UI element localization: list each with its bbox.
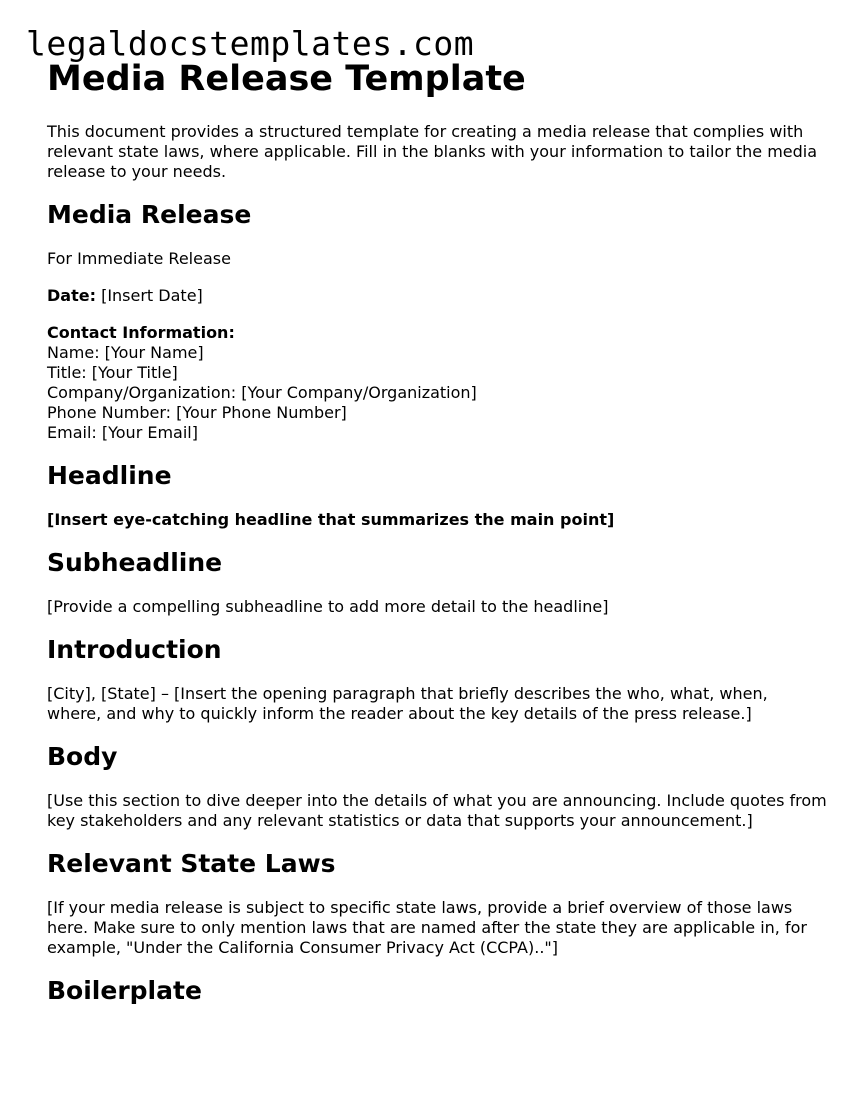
contact-label: Contact Information: <box>47 323 235 342</box>
date-line <box>47 286 827 306</box>
subheadline-heading: Subheadline <box>47 548 223 577</box>
date-value: [Insert Date] <box>95 286 203 305</box>
subheadline-text: [Provide a compelling subheadline to add more detail to the headline] <box>47 597 609 616</box>
media-release-heading: Media Release <box>47 200 252 229</box>
date-label: Date: <box>47 286 96 305</box>
introduction-text: [City], [State] – [Insert the opening paragraph that briefly describes the who, what, when, where, and why to quickly inform the reader about the key details of the press release.] <box>47 684 768 723</box>
contact-email: Email: [Your Email] <box>47 423 198 442</box>
contact-block <box>47 323 827 443</box>
release-line: For Immediate Release <box>47 249 231 268</box>
body-heading: Body <box>47 742 118 771</box>
intro-paragraph: This document provides a structured template for creating a media release that complies with relevant state laws, where applicable. Fill in the blanks with your information to tailor the media release to your needs. <box>47 122 818 181</box>
boilerplate-heading: Boilerplate <box>47 976 202 1005</box>
introduction-heading: Introduction <box>47 635 222 664</box>
contact-title: Title: [Your Title] <box>47 363 178 382</box>
site-watermark: legaldocstemplates.com <box>26 24 475 63</box>
state-laws-text: [If your media release is subject to specific state laws, provide a brief overview of those laws here. Make sure to only mention laws that are named after the state they are applicable in, for example, "Under the California Consumer Privacy Act (CCPA).."] <box>47 898 807 957</box>
headline-text <box>47 510 827 530</box>
contact-phone: Phone Number: [Your Phone Number] <box>47 403 347 422</box>
headline-heading: Headline <box>47 461 172 490</box>
contact-name: Name: [Your Name] <box>47 343 204 362</box>
headline-text-bold: [Insert eye-catching headline that summarizes the main point] <box>47 510 615 529</box>
page-title: Media Release Template <box>47 59 526 99</box>
state-laws-heading: Relevant State Laws <box>47 849 336 878</box>
contact-company: Company/Organization: [Your Company/Organization] <box>47 383 477 402</box>
document-body <box>47 56 827 1007</box>
body-text: [Use this section to dive deeper into the details of what you are announcing. Include quotes from key stakeholders and any relevant statistics or data that supports your announcement.] <box>47 791 827 830</box>
